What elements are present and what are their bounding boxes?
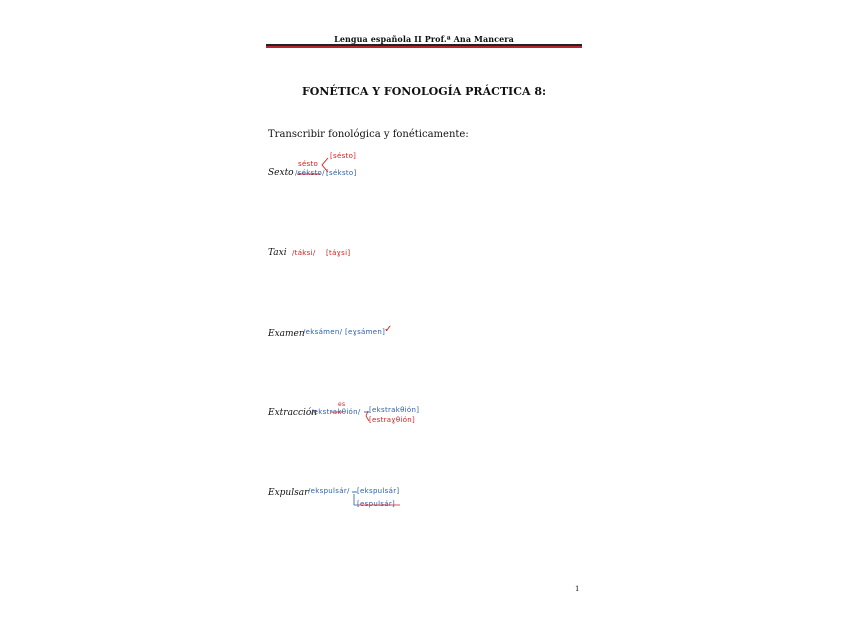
extraccion-phonetic-top: [ekstrakθión] xyxy=(369,406,420,414)
running-header: Lengua española II Prof.ª Ana Mancera xyxy=(334,34,514,44)
exercise-word-sexto: Sexto xyxy=(268,168,294,178)
extraccion-phonological: /ekstrakθión/ xyxy=(311,408,361,416)
extraccion-phonetic-bottom: [estraɣθión] xyxy=(369,416,416,424)
check-mark-icon: ✓ xyxy=(384,324,393,335)
sexto-branch-bracket xyxy=(322,158,328,172)
page-number: 1 xyxy=(575,585,580,593)
extraccion-branch xyxy=(366,411,369,421)
extraccion-phonological-correction: es xyxy=(338,401,346,408)
examen-phonological: /eksámen/ xyxy=(303,328,343,336)
instruction-text: Transcribir fonológica y fonéticamente: xyxy=(268,129,469,140)
sexto-phonetic-bottom: [séksto] xyxy=(326,169,357,177)
exercise-word-taxi: Taxi xyxy=(268,248,287,258)
taxi-phonetic: [táɣsi] xyxy=(326,249,351,257)
expulsar-phonological: /ekspulsár/ xyxy=(308,487,350,495)
expulsar-phonetic-bottom: [espulsár] xyxy=(357,500,396,508)
taxi-phonological: /táksi/ xyxy=(292,249,316,257)
sexto-phonological: /séksto/ xyxy=(295,169,325,177)
sexto-phonetic-top: [sésto] xyxy=(330,152,357,160)
sexto-phonological-correction: sésto xyxy=(298,160,319,168)
page-title: FONÉTICA Y FONOLOGÍA PRÁCTICA 8: xyxy=(301,85,547,98)
expulsar-branch xyxy=(354,494,358,505)
exercise-word-extraccion: Extracción xyxy=(268,408,318,418)
expulsar-phonetic-top: [ekspulsár] xyxy=(357,487,400,495)
examen-phonetic: [eɣsámen] xyxy=(345,328,386,336)
exercise-word-expulsar: Expulsar xyxy=(268,488,309,498)
exercise-word-examen: Examen xyxy=(268,329,305,339)
